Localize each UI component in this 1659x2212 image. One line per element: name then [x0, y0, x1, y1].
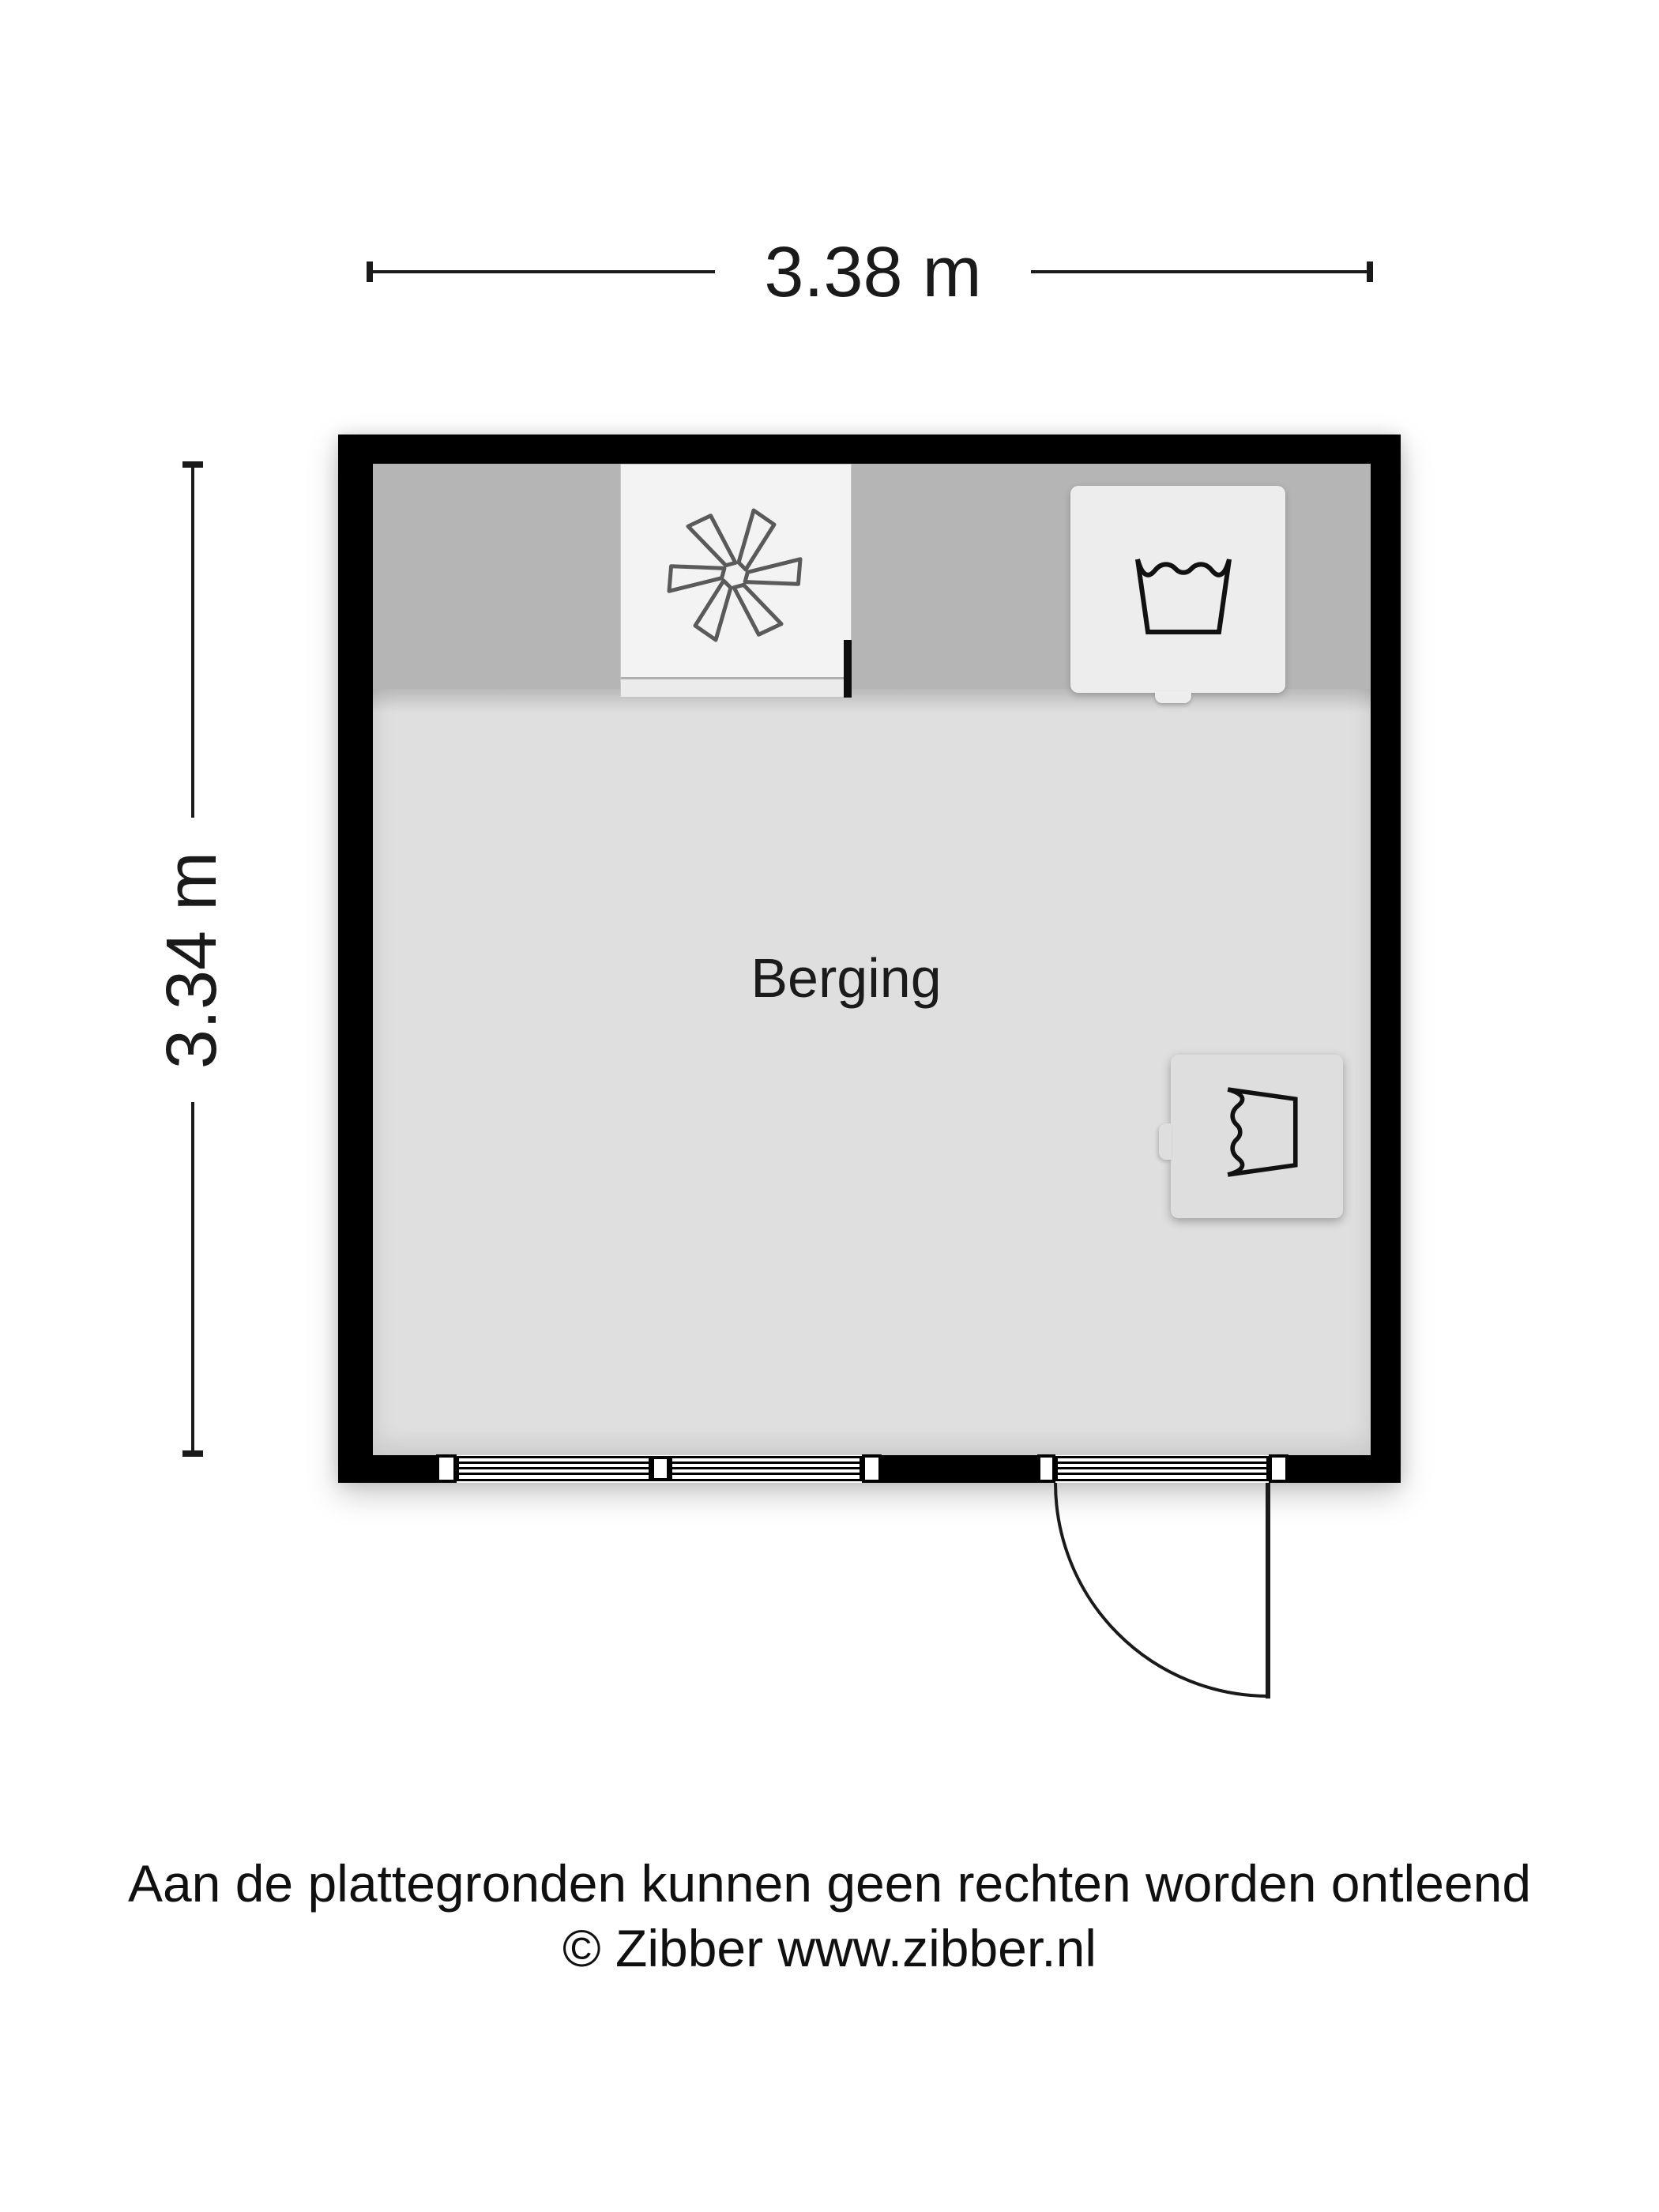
- disclaimer-text: Aan de plattegronden kunnen geen rechten worden ontleend: [127, 1854, 1532, 1913]
- dryer-box: [1171, 1055, 1343, 1218]
- washing-machine-box: [1070, 486, 1285, 693]
- window-pane-right: [670, 1456, 862, 1481]
- left-dimension-tick-bottom: [182, 1450, 203, 1457]
- ventilation-unit-box: [620, 464, 852, 698]
- left-dimension-label: [145, 818, 240, 1102]
- door-post-right: [1269, 1454, 1288, 1483]
- wall-left: [338, 434, 373, 1483]
- door-threshold: [1055, 1456, 1269, 1481]
- wall-top: [338, 434, 1401, 464]
- ventilation-unit-sill: [621, 677, 851, 697]
- height-dimension-text: 3.34 m: [152, 851, 232, 1069]
- left-dimension-tick-top: [182, 461, 203, 468]
- top-dimension-tick-right: [1367, 261, 1373, 282]
- window-post-left: [436, 1454, 457, 1483]
- window-post-right: [862, 1454, 882, 1483]
- top-dimension-label: [715, 229, 1031, 316]
- window-mullion: [651, 1456, 670, 1481]
- washing-machine-connector-tab: [1155, 691, 1191, 703]
- door-swing: [1055, 1483, 1268, 1698]
- wall-right: [1371, 434, 1401, 1483]
- dryer-connector-tab: [1159, 1123, 1172, 1160]
- ventilation-unit-wall-stub: [844, 640, 852, 698]
- door-arc: [1055, 1483, 1268, 1696]
- door-post-left: [1037, 1454, 1055, 1483]
- window-pane-left: [457, 1456, 651, 1481]
- top-dimension-tick-left: [367, 261, 373, 282]
- wall-bottom-left-segment: [338, 1455, 436, 1483]
- width-dimension-text: 3.38 m: [764, 232, 982, 312]
- copyright-text: © Zibber www.zibber.nl: [562, 1919, 1097, 1977]
- wall-bottom-middle-segment: [881, 1455, 1037, 1483]
- wall-bottom-right-segment: [1288, 1455, 1401, 1483]
- room-name-label: Berging: [750, 947, 942, 1009]
